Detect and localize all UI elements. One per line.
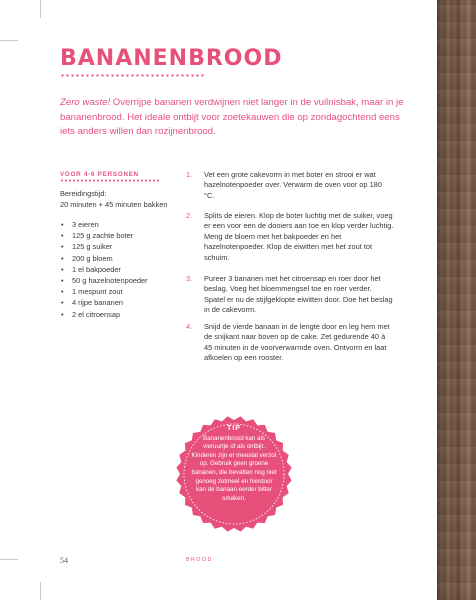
crop-mark xyxy=(40,0,41,18)
prep-time-block xyxy=(60,188,170,210)
wood-book-spine xyxy=(437,0,476,600)
tip-title: TIP xyxy=(227,425,241,432)
section-name: BROOD xyxy=(186,557,213,563)
step-text: Pureer 3 bananen met het citroensap en roer door het beslag. Voeg het bloemmengsel toe en roer verder. Spatel er nu de stijfgeklopte eiwitten door. Doe het beslag in de cakevorm. xyxy=(204,274,393,315)
crop-mark xyxy=(0,559,18,560)
page-number: 54 xyxy=(60,556,68,565)
step-text: Snijd de vierde banaan in de lengte door en leg hem met de snijkant naar boven op de cake. Zet gedurende 40 à 45 minuten in de voorverwarmde oven. Ontvorm en laat afkoelen op een rooster. xyxy=(204,322,390,363)
ingredient-item: • 2 el citroensap xyxy=(60,309,148,320)
ingredient-item: • 3 eieren xyxy=(60,219,148,230)
step-number: 3. xyxy=(186,274,193,283)
ingredient-item: • 1 mespunt zout xyxy=(60,286,148,297)
intro-lead: Zero waste! xyxy=(60,97,111,108)
crop-mark xyxy=(0,40,18,41)
prep-time-label: Bereidingstijd: xyxy=(60,189,107,198)
intro-text: Overrijpe bananen verdwijnen niet langer in de vuilnisbak, maar in je bananenbrood. Het ideale ontbijt voor zoetekauwen die op zondagochtend eens iets anders willen dan rozijnenbrood. xyxy=(60,97,404,137)
serving-size: VOOR 4-6 PERSONEN xyxy=(60,171,139,178)
ingredient-list xyxy=(60,219,148,320)
step-number: 1. xyxy=(186,170,193,179)
title-dotted-rule xyxy=(60,74,206,77)
ingredient-item: • 200 g bloem xyxy=(60,253,148,264)
serving-dotted-rule xyxy=(60,179,160,182)
tip-badge xyxy=(175,415,293,533)
tip-text: Bananenbrood kan als vieruurtje of als ontbijt. Kinderen zijn er meestal verzot op. Gebruik geen groene bananen, die bevatten nog niet genoeg zetmeel en hierdoor kan de banaan eerder bitter smaken. xyxy=(191,434,277,502)
step-number: 4. xyxy=(186,322,193,331)
ingredient-item: • 50 g hazelnotenpoeder xyxy=(60,275,148,286)
tip-content xyxy=(175,425,293,503)
step-text: Vet een grote cakevorm in met boter en strooi er wat hazelnotenpoeder over. Verwarm de oven voor op 180 °C. xyxy=(204,170,382,200)
ingredient-item: • 125 g suiker xyxy=(60,241,148,252)
ingredient-item: • 1 el bakpoeder xyxy=(60,264,148,275)
recipe-title: BANANENBROOD xyxy=(60,46,283,71)
ingredient-item: • 125 g zachte boter xyxy=(60,230,148,241)
prep-time-value: 20 minuten + 45 minuten bakken xyxy=(60,200,168,209)
step-text: Splits de eieren. Klop de boter luchtig met de suiker, voeg er een voor een de dooiers aan toe en klop verder luchtig. Meng de bloem met het bakpoeder en het hazelnotenpoeder. Klop de eiwitten met het zout tot schuim. xyxy=(204,211,394,262)
recipe-intro xyxy=(60,96,415,140)
step-number: 2. xyxy=(186,211,193,220)
ingredient-item: • 4 rijpe bananen xyxy=(60,297,148,308)
crop-mark xyxy=(40,582,41,600)
